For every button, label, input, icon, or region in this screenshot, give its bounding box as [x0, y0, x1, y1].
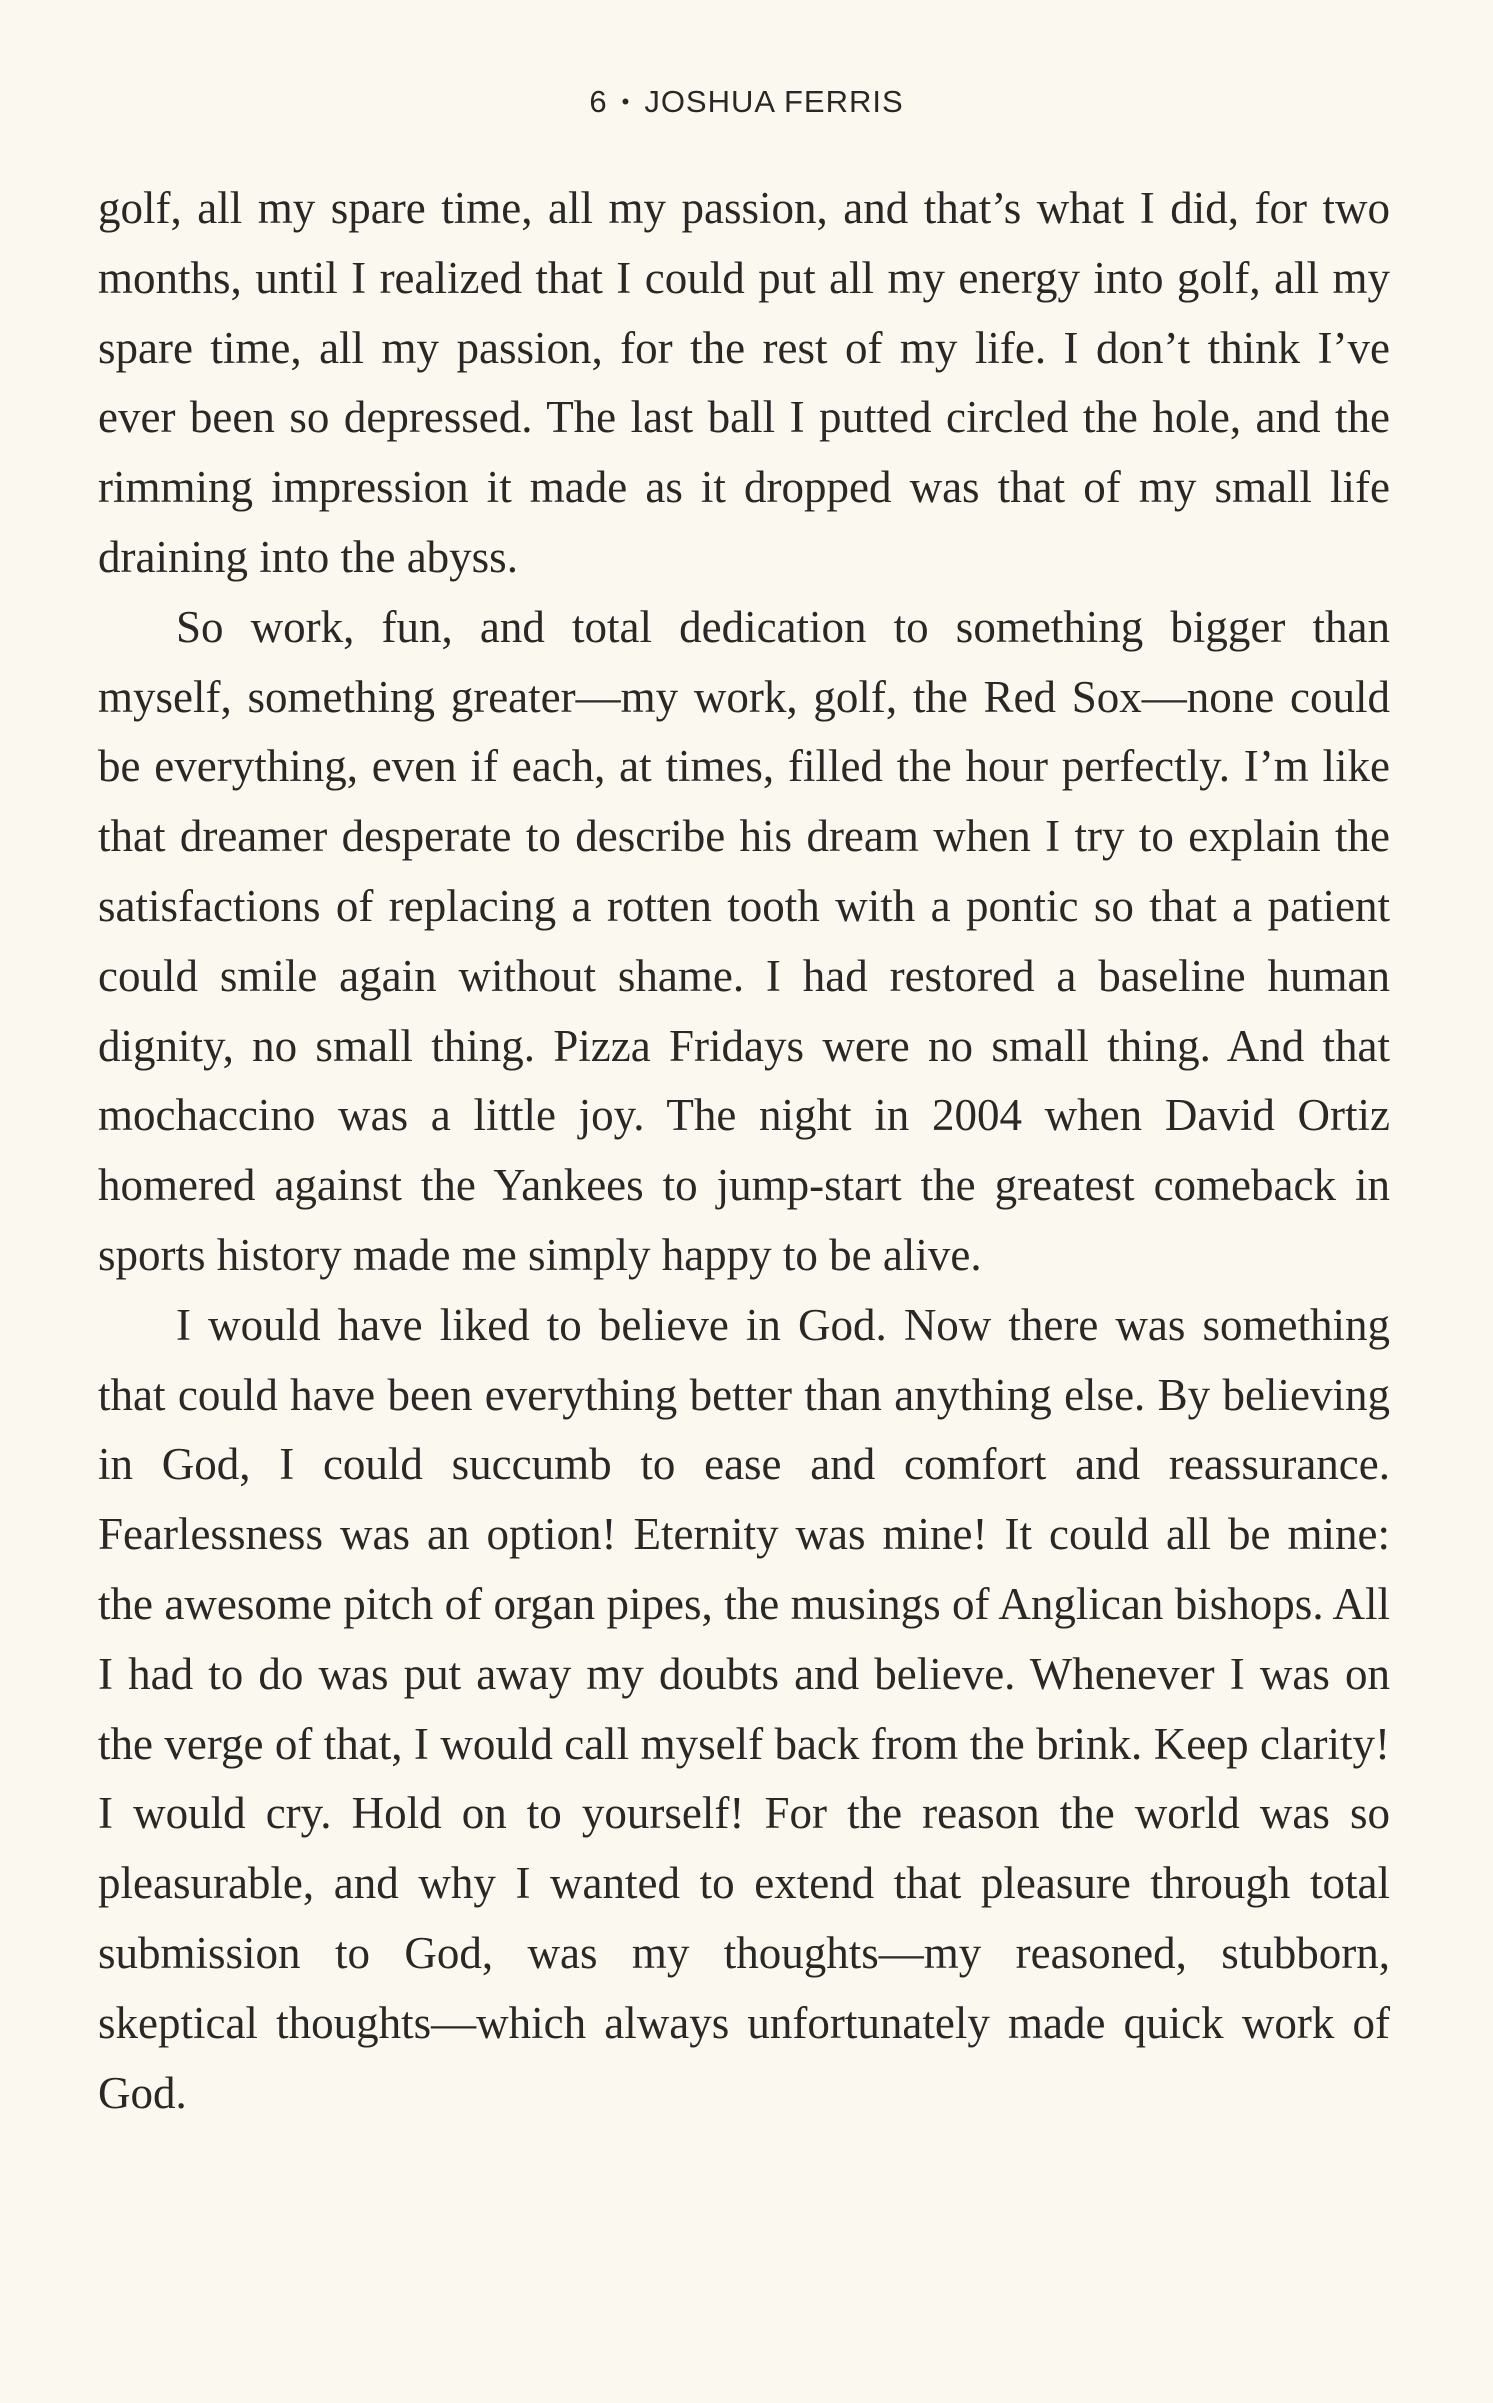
body-text	[98, 174, 1390, 2128]
author-name: JOSHUA FERRIS	[644, 84, 904, 119]
page-number: 6	[589, 84, 608, 119]
paragraph-2: So work, fun, and total dedication to something bigger than myself, something greater—my work, golf, the Red Sox—none could be everything, even if each, at times, filled the hour perfectly. I’m like that dreamer desperate to describe his dream when I try to explain the satisfactions of replacing a rotten tooth with a pontic so that a patient could smile again without shame. I had restored a baseline human dignity, no small thing. Pizza Fridays were no small thing. And that mochaccino was a little joy. The night in 2004 when David Ortiz homered against the Yankees to jump-start the greatest comeback in sports history made me simply happy to be alive.	[98, 601, 1390, 1280]
paragraph-1: golf, all my spare time, all my passion, and that’s what I did, for two months, until I realized that I could put all my energy into golf, all my spare time, all my passion, for the rest of my life. I don’t think I’ve ever been so depressed. The last ball I putted circled the hole, and the rimming impression it made as it dropped was that of my small life draining into the abyss.	[98, 183, 1390, 582]
header-separator: •	[621, 89, 631, 114]
running-header	[0, 84, 1493, 120]
paragraph-3: I would have liked to believe in God. Now there was something that could have been everything better than anything else. By believing in God, I could succumb to ease and comfort and reassurance. Fearlessness was an option! Eternity was mine! It could all be mine: the awesome pitch of organ pipes, the musings of Anglican bishops. All I had to do was put away my doubts and believe. Whenever I was on the verge of that, I would call myself back from the brink. Keep clarity! I would cry. Hold on to yourself! For the reason the world was so pleasurable, and why I wanted to extend that pleasure through total submission to God, was my thoughts—my reasoned, stubborn, skeptical thoughts—which always unfortunately made quick work of God.	[98, 1299, 1390, 2118]
